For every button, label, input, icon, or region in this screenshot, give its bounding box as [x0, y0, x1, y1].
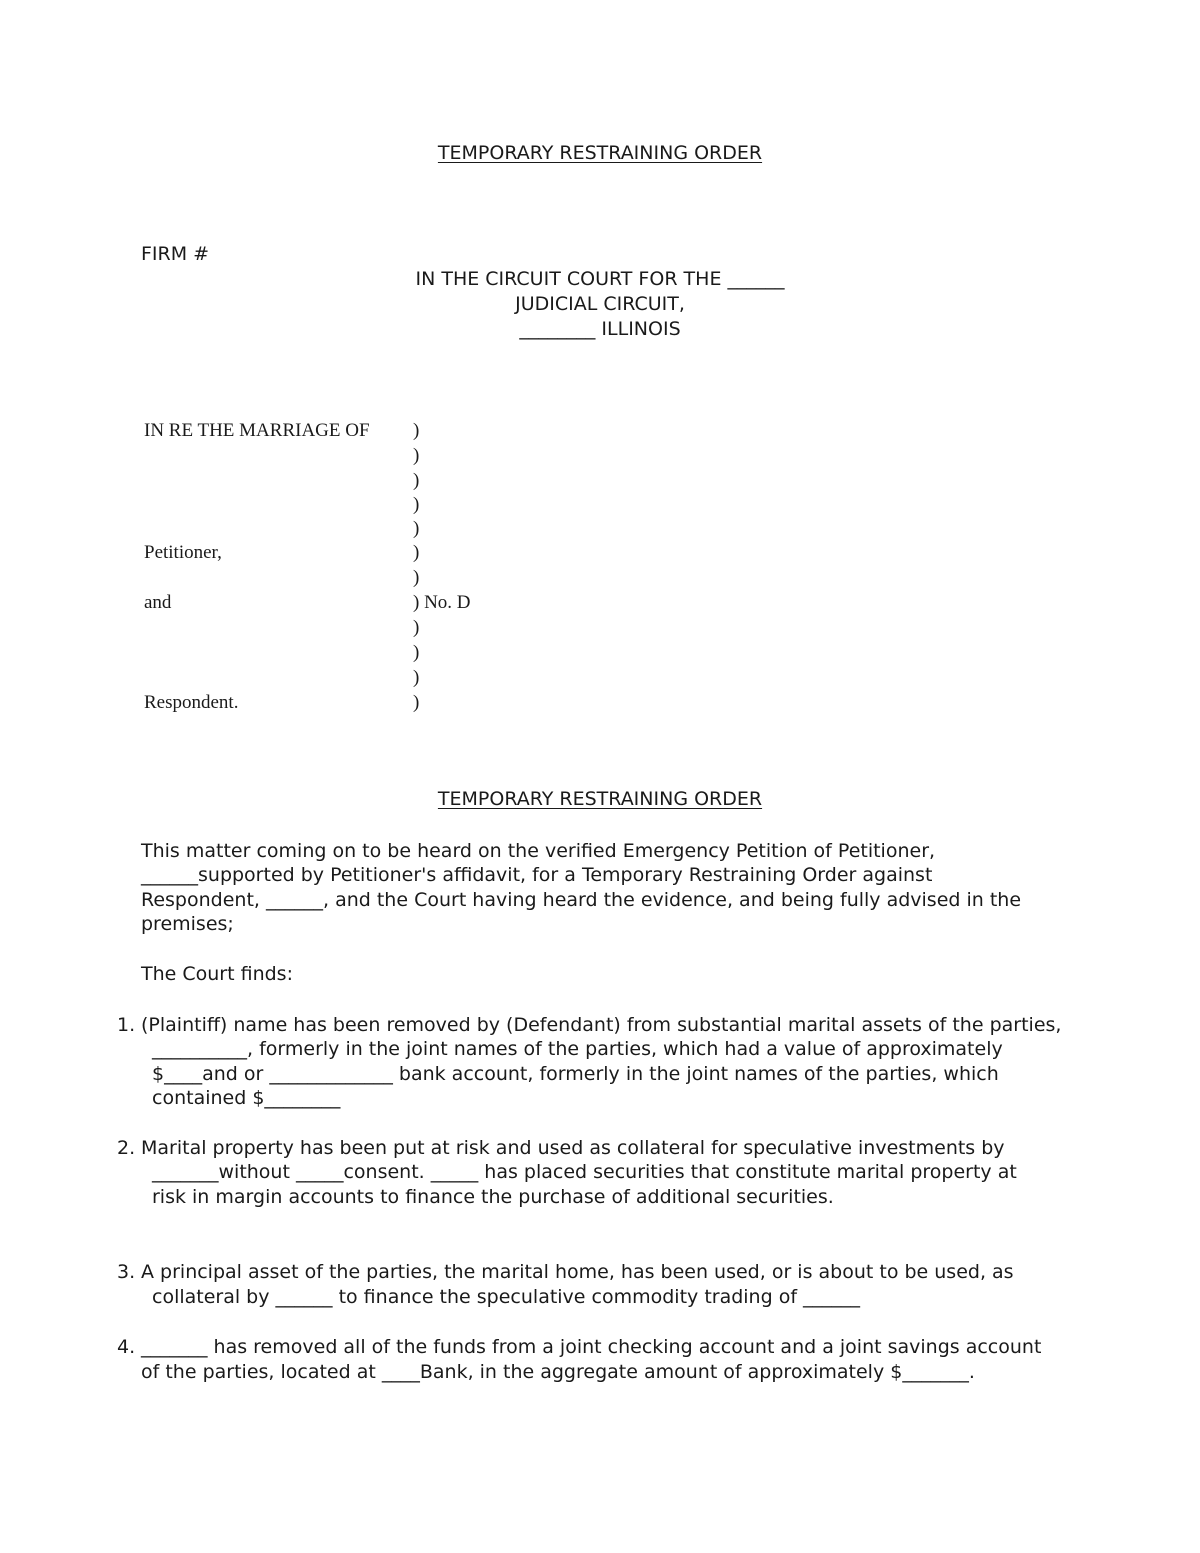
- finding-line: __________, formerly in the joint names of the parties, which had a value of approximately: [152, 1038, 1003, 1060]
- caption-bracket: ): [413, 642, 420, 663]
- case-number: ) No. D: [413, 592, 471, 613]
- caption-bracket: ): [413, 692, 420, 713]
- finding-line: $____and or _____________ bank account, formerly in the joint names of the parties, which: [152, 1063, 999, 1085]
- intro-line: premises;: [141, 913, 234, 935]
- petitioner-label: Petitioner,: [144, 542, 222, 563]
- finding-line: (Plaintiff) name has been removed by (Defendant) from substantial marital assets of the parties,: [141, 1014, 1062, 1036]
- court-line-1: IN THE CIRCUIT COURT FOR THE ______: [415, 268, 785, 290]
- finding-line: risk in margin accounts to finance the purchase of additional securities.: [152, 1186, 834, 1208]
- finding-line: _______without _____consent. _____ has placed securities that constitute marital property at: [152, 1161, 1017, 1183]
- caption-bracket: ): [413, 420, 420, 441]
- finding-number: 2.: [117, 1137, 136, 1159]
- caption-bracket: ): [413, 667, 420, 688]
- intro-line: ______supported by Petitioner's affidavit, for a Temporary Restraining Order against: [141, 864, 933, 886]
- in-re-marriage-label: IN RE THE MARRIAGE OF: [144, 420, 370, 441]
- finding-line: Marital property has been put at risk and used as collateral for speculative investments by: [141, 1137, 1005, 1159]
- finding-number: 3.: [117, 1261, 136, 1283]
- finding-line: A principal asset of the parties, the marital home, has been used, or is about to be used, as: [141, 1261, 1014, 1283]
- caption-bracket: ): [413, 617, 420, 638]
- court-line-2: JUDICIAL CIRCUIT,: [515, 293, 685, 315]
- and-label: and: [144, 592, 172, 613]
- caption-bracket: ): [413, 567, 420, 588]
- intro-line: Respondent, ______, and the Court having heard the evidence, and being fully advised in the: [141, 889, 1022, 911]
- caption-bracket: ): [413, 494, 420, 515]
- respondent-label: Respondent.: [144, 692, 239, 713]
- finding-number: 1.: [117, 1014, 136, 1036]
- document-title: TEMPORARY RESTRAINING ORDER: [437, 142, 763, 164]
- finding-line: _______ has removed all of the funds from a joint checking account and a joint savings account: [141, 1336, 1042, 1358]
- finding-line: of the parties, located at ____Bank, in the aggregate amount of approximately $_______.: [141, 1361, 975, 1383]
- firm-number-label: FIRM #: [141, 243, 210, 265]
- finding-line: contained $________: [152, 1087, 341, 1109]
- intro-line: This matter coming on to be heard on the verified Emergency Petition of Petitioner,: [141, 840, 936, 862]
- court-finds-heading: The Court finds:: [141, 963, 293, 985]
- finding-number: 4.: [117, 1336, 136, 1358]
- caption-bracket: ): [413, 445, 420, 466]
- court-line-3: ________ ILLINOIS: [519, 318, 681, 340]
- finding-line: collateral by ______ to finance the speculative commodity trading of ______: [152, 1286, 861, 1308]
- caption-bracket: ): [413, 542, 420, 563]
- caption-bracket: ): [413, 470, 420, 491]
- order-title: TEMPORARY RESTRAINING ORDER: [437, 788, 763, 810]
- caption-bracket: ): [413, 518, 420, 539]
